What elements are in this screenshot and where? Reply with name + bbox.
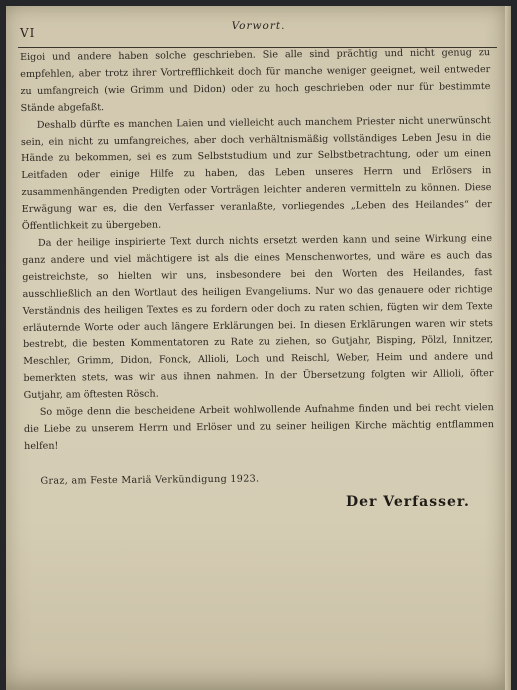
page-header <box>6 20 511 40</box>
running-head: Vorwort. <box>231 20 286 32</box>
book-page <box>6 6 511 690</box>
paragraph: Da der heilige inspirierte Text durch nichts ersetzt werden kann und seine Wirkung eine ganz andere und viel mächtigere ist als die eines Menschenwortes, und wäre es auch das geistreichste, so hielten wir uns, insbesondere bei den Worten des Heilandes, fast ausschließlich an den Wortlaut des heiligen Evangeliums. Nur wo das genauere oder richtige Verständnis des heiligen Textes es zu fordern oder doch zu raten schien, fügten wir dem Texte erläuternde Worte oder auch längere Erklärungen bei. In diesen Erklärungen waren wir stets bestrebt, die besten Kommentatoren zu Rate zu ziehen, so Gutjahr, Bisping, Pölzl, Innitzer, Meschler, Grimm, Didon, Fonck, Allioli, Loch und Reischl, Weber, Heim und andere und bemerkten stets, was wir aus ihnen nahmen. In der Übersetzung folgten wir Allioli, öfter Gutjahr, am öftesten Rösch. <box>22 233 494 402</box>
paragraph-continued: Eigoi und andere haben solche geschrieben. Sie alle sind prächtig und nicht genug zu empfehlen, aber trotz ihrer Vortrefflichkeit doch für manche weniger geeignet, weil entweder zu umfangreich (wie Grimm und Didon) oder zu hoch geschrieben oder nur für bestimmte Stände abgefaßt. <box>20 47 491 114</box>
body-text <box>20 45 495 491</box>
place-date-line: Graz, am Feste Mariä Verkündigung 1923. <box>40 473 260 487</box>
page-edge-shadow <box>505 6 511 690</box>
paragraph: So möge denn die bescheidene Arbeit wohlwollende Aufnahme finden und bei recht vielen die Liebe zu unserem Herrn und Erlöser und zu seiner heiligen Kirche mächtig entflammen helfen! <box>23 402 495 452</box>
paragraph: Deshalb dürfte es manchen Laien und vielleicht auch manchem Priester nicht unerwünscht sein, ein nicht zu umfangreiches, aber doch verhältnismäßig vollständiges Leben Jesu in die Hände zu bekommen, sei es zum Selbststudium und zur Selbstbetrachtung, oder um einen Leitfaden oder einige Hilfe zu haben, das Leben unseres Herrn und Erlösers in zusammenhängenden Predigten oder Vorträgen leichter anderen vermitteln zu können. Diese Erwägung war es, die den Verfasser veranlaßte, vorliegendes „Leben des Heilandes“ der Öffentlichkeit zu übergeben. <box>20 114 492 233</box>
page-number: VI <box>20 26 36 40</box>
author-signature: Der Verfasser. <box>346 494 470 510</box>
